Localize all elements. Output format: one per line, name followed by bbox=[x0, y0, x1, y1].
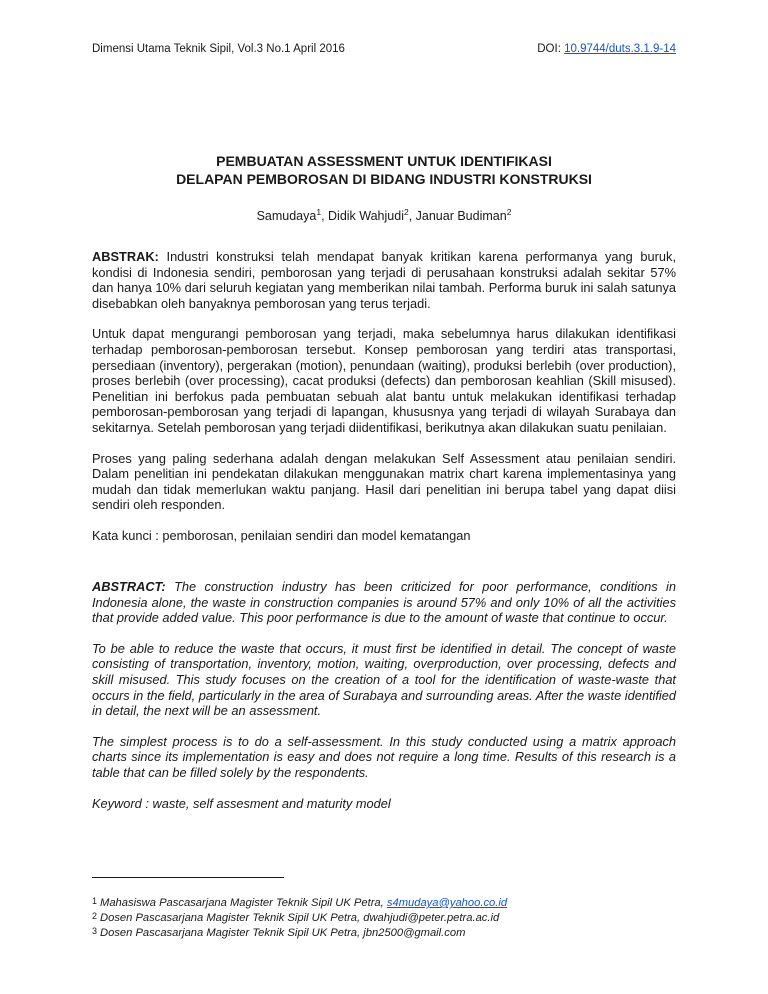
author-separator: , bbox=[321, 209, 329, 224]
abstract-paragraph: To be able to reduce the waste that occurs, it must first be identified in detail. The concept of waste consisting of transportation, inventory, motion, waiting, overproduction, over processing, defects and skill misused. This study focuses on the creation of a tool for the identification of waste-waste that occurs in the field, particularly in the area of Surabaya and surrounding areas. After the waste identified in detail, the next will be an assessment. bbox=[92, 640, 676, 719]
author-name: Januar Budiman bbox=[415, 209, 507, 224]
abstract-indonesian bbox=[92, 249, 676, 559]
footnote-item bbox=[92, 895, 676, 910]
journal-name: Dimensi Utama Teknik Sipil, Vol.3 No.1 April 2016 bbox=[92, 43, 345, 55]
running-header bbox=[92, 43, 676, 55]
title-line-2: DELAPAN PEMBOROSAN DI BIDANG INDUSTRI KONSTRUKSI bbox=[176, 171, 592, 187]
keywords: Kata kunci : pemborosan, penilaian sendiri dan model kematangan bbox=[92, 527, 471, 543]
footnote-text: Dosen Pascasarjana Magister Teknik Sipil UK Petra, dwahjudi@peter.petra.ac.id bbox=[100, 911, 500, 924]
abstract-paragraph bbox=[92, 249, 676, 311]
abstract-paragraph: Proses yang paling sederhana adalah dengan melakukan Self Assessment atau penilaian sendiri. Dalam penelitian ini pendekatan dilakukan menggunakan matrix chart karena implementasinya yang mudah dan tidak memerlukan waktu panjang. Hasil dari penelitian ini berupa tabel yang dapat diisi sendiri oleh responden. bbox=[92, 450, 676, 513]
author-mark: 1 bbox=[316, 207, 322, 217]
footnote-text: Mahasiswa Pascasarjana Magister Teknik Sipil UK Petra, bbox=[100, 897, 387, 909]
paper-title bbox=[60, 152, 708, 188]
doi-line bbox=[537, 43, 676, 55]
author-name: Didik Wahjudi bbox=[328, 209, 404, 224]
footnote-number: 2 bbox=[92, 910, 98, 921]
doi-link[interactable]: 10.9744/duts.3.1.9-14 bbox=[564, 43, 676, 55]
author-separator: , bbox=[408, 209, 416, 224]
abstract-english bbox=[92, 579, 676, 826]
footnotes bbox=[92, 895, 676, 939]
author-name: Samudaya bbox=[256, 209, 317, 224]
abstract-label: ABSTRAK: bbox=[92, 249, 159, 264]
author-list bbox=[60, 207, 708, 223]
abstract-text: Industri konstruksi telah mendapat banyak kritikan karena performanya yang buruk, kondisi di Indonesia sendiri, pemborosan yang terjadi di perusahaan konstruksi adalah sekitar 57% dan hanya 10% dari seluruh kegiatan yang memberikan nilai tambah. Performa buruk ini salah satunya disebabkan oleh banyaknya pemborosan yang terus terjadi. bbox=[92, 249, 676, 311]
abstract-paragraph: Untuk dapat mengurangi pemborosan yang terjadi, maka sebelumnya harus dilakukan identifikasi terhadap pemborosan-pemborosan tersebut. Konsep pemborosan yang terdiri atas transportasi, persediaan (inventory), pergerakan (motion), penundaan (waiting), produksi berlebih (over production), proses berlebih (over processing), cacat produksi (defects) dan pemborosan keahlian (Skill misused). Penelitian ini berfokus pada pembuatan sebuah alat bantu untuk melakukan identifikasi terhadap pemborosan-pemborosan yang terjadi di lapangan, khususnya yang terjadi di wilayah Surabaya dan sekitarnya. Setelah pemborosan yang terjadi diidentifikasi, berikutnya akan dilakukan suatu penilaian. bbox=[92, 326, 676, 435]
author-mark: 2 bbox=[506, 207, 512, 217]
footnote-item bbox=[92, 925, 676, 940]
abstract-text: The construction industry has been criticized for poor performance, conditions in Indonesia alone, the waste in construction companies is around 57% and only 10% of all the activities that provide added value. This poor performance is due to the amount of waste that continue to occur. bbox=[92, 579, 676, 626]
abstract-paragraph bbox=[92, 579, 676, 626]
footnote-number: 3 bbox=[92, 925, 98, 936]
doi-label: DOI: bbox=[537, 43, 565, 55]
footnote-text: Dosen Pascasarjana Magister Teknik Sipil UK Petra, jbn2500@gmail.com bbox=[100, 926, 466, 939]
keywords: Keyword : waste, self assesment and maturity model bbox=[92, 795, 391, 811]
abstract-label: ABSTRACT: bbox=[92, 579, 166, 594]
abstract-paragraph: The simplest process is to do a self-assessment. In this study conducted using a matrix approach charts since its implementation is easy and does not require a long time. Results of this research is a table that can be filled solely by the respondents. bbox=[92, 733, 676, 780]
footnote-number: 1 bbox=[92, 896, 98, 906]
footnote-item bbox=[92, 910, 676, 925]
title-line-1: PEMBUATAN ASSESSMENT UNTUK IDENTIFIKASI bbox=[216, 153, 552, 169]
email-link[interactable]: s4mudaya@yahoo.co.id bbox=[386, 897, 508, 909]
author-mark: 2 bbox=[403, 207, 409, 217]
footnote-divider bbox=[92, 877, 284, 878]
